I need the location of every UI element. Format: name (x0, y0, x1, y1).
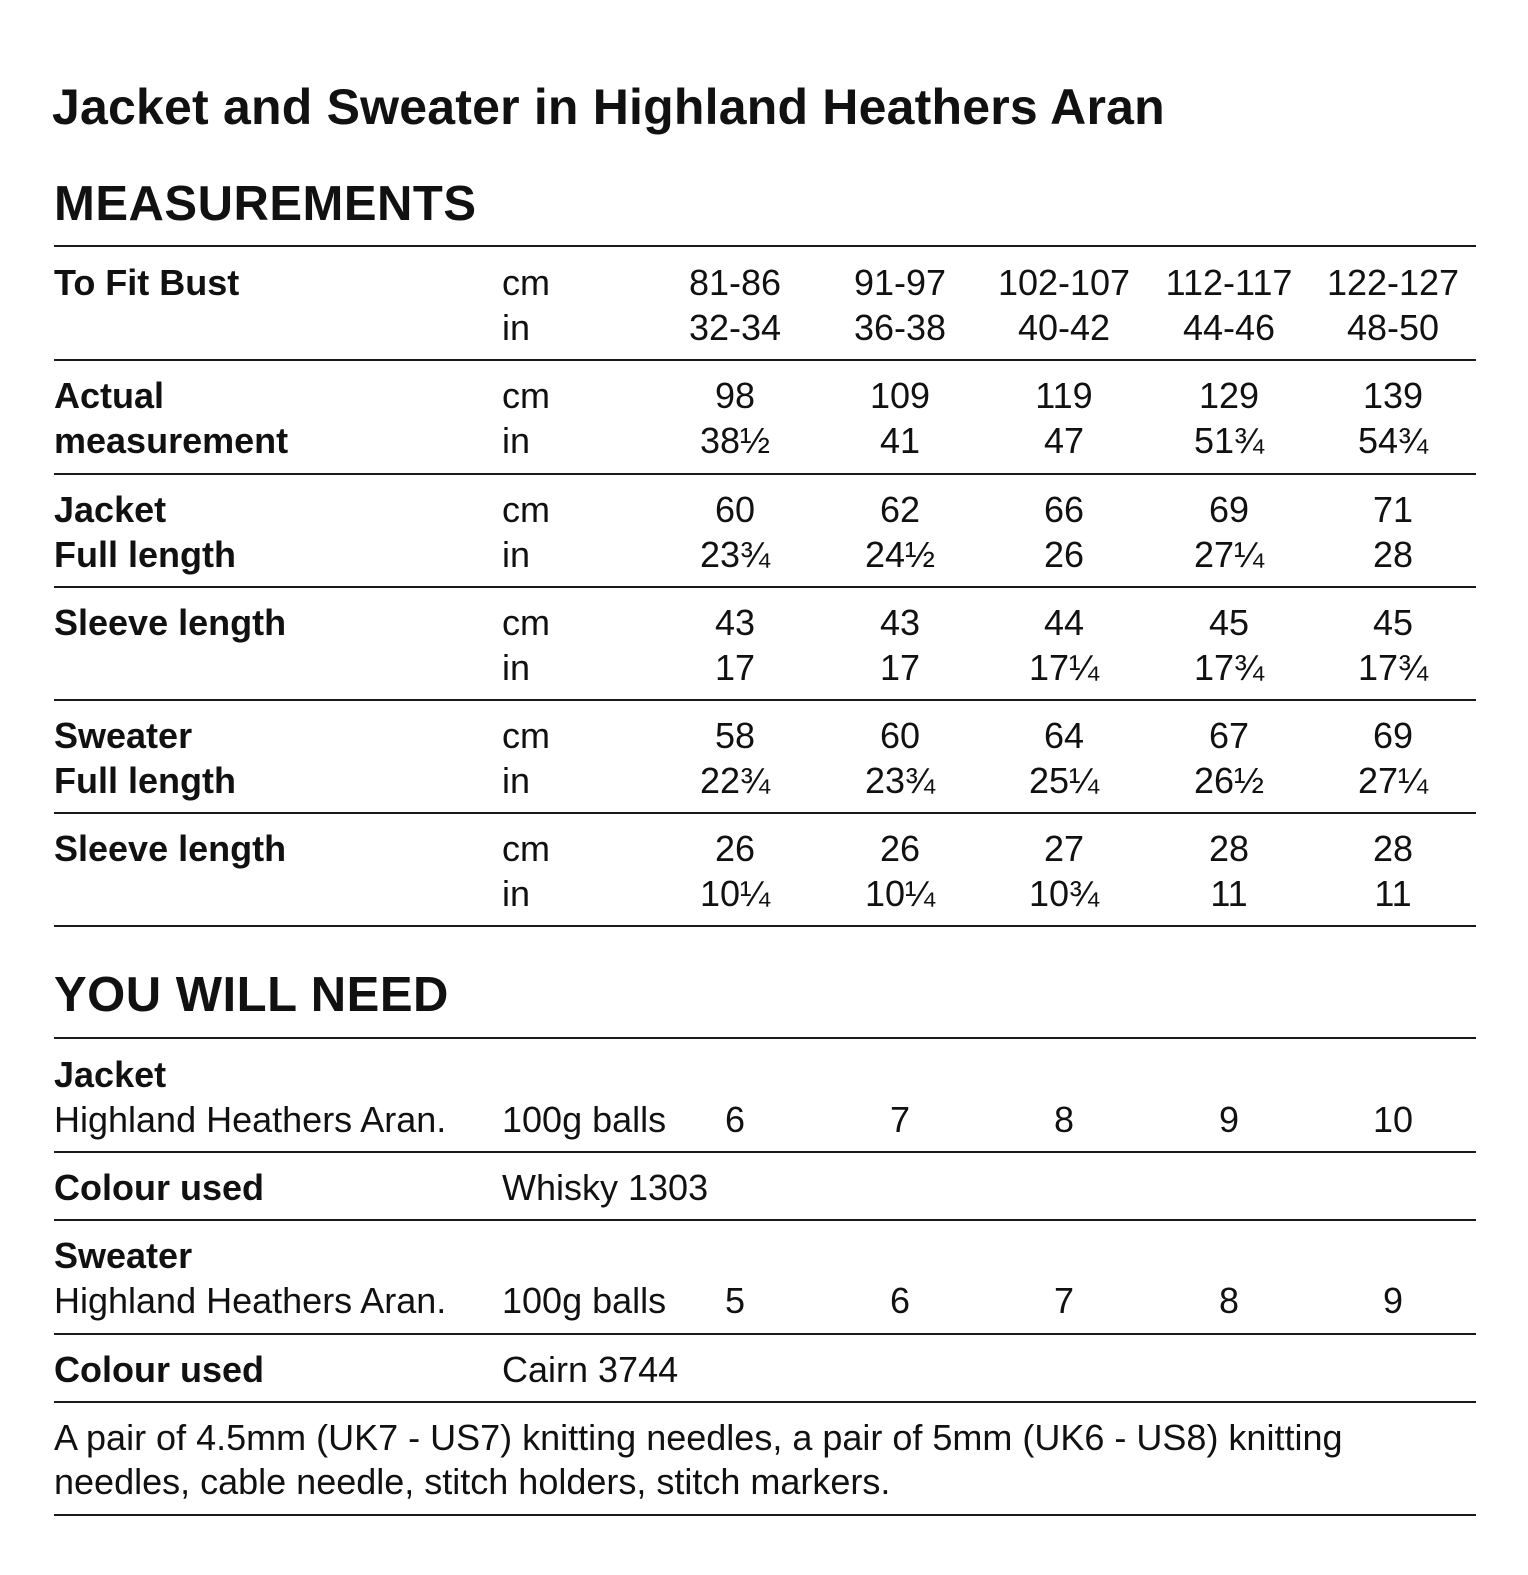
value-cell: 67 26½ (1193, 715, 1265, 801)
ball-count: 5 (724, 1280, 746, 1321)
colour-label: Colour used (54, 1167, 265, 1208)
value-cell: 91-97 36-38 (853, 262, 947, 348)
value-cell: 109 41 (869, 375, 931, 461)
value-cell: 45 17¾ (1193, 602, 1265, 688)
value-cell: 112-117 44-46 (1165, 262, 1293, 348)
page-title: Jacket and Sweater in Highland Heathers Aran (52, 79, 1165, 135)
row-label: Actual (54, 375, 165, 416)
divider (54, 359, 1476, 361)
value-cell: 98 38½ (699, 375, 771, 461)
value-cell: 119 47 (1035, 375, 1093, 461)
unit-cm: cm (502, 602, 550, 643)
divider (54, 1514, 1476, 1516)
value-cell: 64 25¼ (1028, 715, 1100, 801)
value-cell: 62 24½ (864, 489, 936, 575)
value-cell: 60 23¾ (864, 715, 936, 801)
divider (54, 925, 1476, 927)
value-cell: 26 10¼ (699, 828, 771, 914)
yarn-name: Highland Heathers Aran. (54, 1280, 447, 1321)
row-label: Sweater (54, 715, 193, 756)
value-cell: 129 51¾ (1193, 375, 1265, 461)
divider (54, 1219, 1476, 1221)
ball-count: 6 (889, 1280, 911, 1321)
value-cell: 58 22¾ (699, 715, 771, 801)
divider (54, 1037, 1476, 1039)
divider (54, 699, 1476, 701)
ball-count: 8 (1218, 1280, 1240, 1321)
jacket-title: Jacket (54, 1054, 167, 1095)
value-cell: 71 28 (1372, 489, 1414, 575)
ball-count: 9 (1218, 1099, 1240, 1140)
value-cell: 44 17¼ (1028, 602, 1100, 688)
value-cell: 60 23¾ (699, 489, 771, 575)
ball-count: 7 (1053, 1280, 1075, 1321)
unit-in: in (502, 647, 531, 688)
needles-note: A pair of 4.5mm (UK7 - US7) knitting needles, a pair of 5mm (UK6 - US8) knitting needles, cable needle, stitch holders, stitch markers. (54, 1417, 1343, 1502)
unit-in: in (502, 534, 531, 575)
colour-value: Whisky 1303 (502, 1167, 709, 1208)
you-will-need-heading: YOU WILL NEED (54, 968, 449, 1022)
yarn-unit: 100g balls (502, 1099, 667, 1140)
row-label: To Fit Bust (54, 262, 240, 303)
value-cell: 81-86 32-34 (688, 262, 782, 348)
value-cell: 45 17¾ (1357, 602, 1429, 688)
ball-count: 9 (1382, 1280, 1404, 1321)
divider (54, 245, 1476, 247)
yarn-unit: 100g balls (502, 1280, 667, 1321)
ball-count: 8 (1053, 1099, 1075, 1140)
unit-cm: cm (502, 489, 550, 530)
measurements-heading: MEASUREMENTS (54, 177, 477, 231)
yarn-name: Highland Heathers Aran. (54, 1099, 447, 1140)
value-cell: 28 11 (1372, 828, 1414, 914)
unit-in: in (502, 873, 531, 914)
sweater-title: Sweater (54, 1235, 193, 1276)
unit-cm: cm (502, 715, 550, 756)
value-cell: 139 54¾ (1357, 375, 1429, 461)
unit-cm: cm (502, 828, 550, 869)
ball-count: 7 (889, 1099, 911, 1140)
row-label: Sleeve length (54, 602, 287, 643)
value-cell: 102-107 40-42 (997, 262, 1131, 348)
divider (54, 473, 1476, 475)
colour-label: Colour used (54, 1349, 265, 1390)
value-cell: 122-127 48-50 (1326, 262, 1460, 348)
unit-in: in (502, 307, 531, 348)
row-label: Full length (54, 534, 236, 575)
value-cell: 69 27¼ (1193, 489, 1265, 575)
value-cell: 43 17 (879, 602, 921, 688)
row-label: Full length (54, 760, 236, 801)
divider (54, 1151, 1476, 1153)
unit-in: in (502, 760, 531, 801)
ball-count: 6 (724, 1099, 746, 1140)
divider (54, 1333, 1476, 1335)
value-cell: 43 17 (714, 602, 756, 688)
row-label: measurement (54, 420, 289, 461)
value-cell: 26 10¼ (864, 828, 936, 914)
divider (54, 812, 1476, 814)
value-cell: 69 27¼ (1357, 715, 1429, 801)
unit-cm: cm (502, 375, 550, 416)
unit-in: in (502, 420, 531, 461)
value-cell: 28 11 (1208, 828, 1250, 914)
row-label: Sleeve length (54, 828, 287, 869)
divider (54, 586, 1476, 588)
colour-value: Cairn 3744 (502, 1349, 679, 1390)
row-label: Jacket (54, 489, 167, 530)
ball-count: 10 (1372, 1099, 1414, 1140)
unit-cm: cm (502, 262, 550, 303)
value-cell: 27 10¾ (1028, 828, 1100, 914)
value-cell: 66 26 (1043, 489, 1085, 575)
divider (54, 1401, 1476, 1403)
